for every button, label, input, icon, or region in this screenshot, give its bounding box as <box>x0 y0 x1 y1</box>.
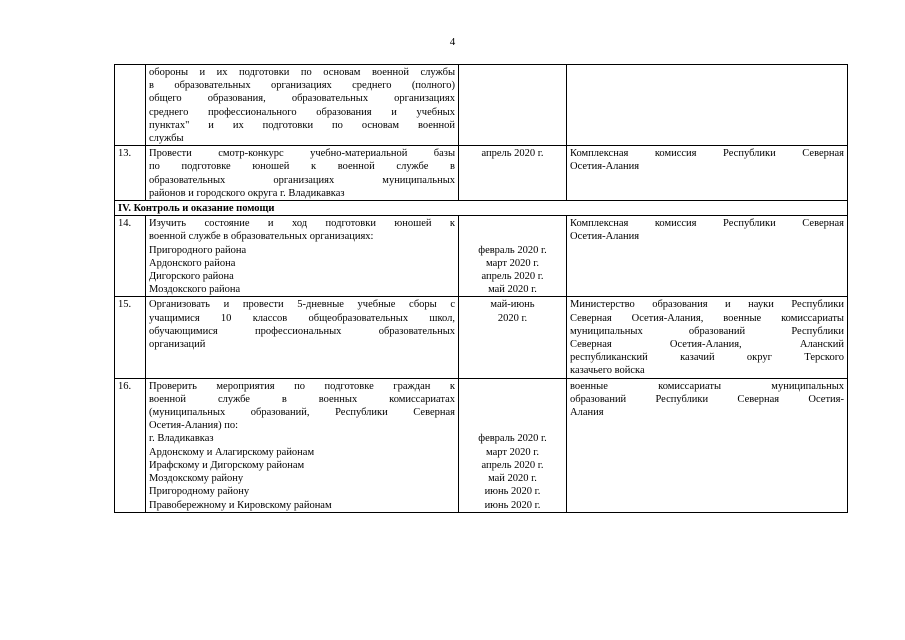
task-line: Ирафскому и Дигорскому районам <box>149 459 305 471</box>
date-line: июнь 2020 г. <box>484 486 541 498</box>
responsible-line: военные комиссариаты муниципальных <box>570 380 844 392</box>
responsible-line: Комплексная комиссия Республики Северная <box>570 218 844 230</box>
task-line: Провести смотр-конкурс учебно-материальной базы <box>149 148 455 160</box>
responsible-line: образований Республики Северная Осетия- <box>570 393 844 405</box>
task-line: среднего профессионального образования и учебных <box>149 106 455 118</box>
responsible-line: Министерство образования и науки Республики <box>570 299 844 311</box>
responsible-line: муниципальных образований Республики <box>570 325 844 337</box>
date-line: апрель 2020 г. <box>481 459 544 471</box>
task-line: Организовать и провести 5-дневные учебные сборы с <box>149 299 455 311</box>
task-line: (муниципальных образований, Республики Северная <box>149 407 455 419</box>
date-line <box>462 230 563 243</box>
responsible-cell <box>567 146 848 201</box>
date-cell <box>459 65 567 146</box>
responsible-line: Осетия-Алания <box>570 161 640 173</box>
page-number: 4 <box>449 36 456 48</box>
responsible-line: казачьего войска <box>570 365 645 377</box>
task-line: Проверить мероприятия по подготовке граждан к <box>149 380 455 392</box>
date-line <box>462 406 563 419</box>
task-cell <box>146 216 459 297</box>
task-cell <box>146 146 459 201</box>
responsible-line: Комплексная комиссия Республики Северная <box>570 148 844 160</box>
task-line: образовательных организациях муниципальных <box>149 174 455 186</box>
task-line: Пригородного района <box>149 244 247 256</box>
date-line <box>462 380 563 393</box>
row-number-cell <box>115 65 146 146</box>
table-row-16 <box>115 378 848 512</box>
task-line: Моздокского района <box>149 284 241 296</box>
table-row-13 <box>115 146 848 201</box>
task-line: Ардонскому и Алагирскому районам <box>149 446 315 458</box>
task-line: г. Владикавказ <box>149 433 214 445</box>
section-title: IV. Контроль и оказание помощи <box>115 201 848 216</box>
row-number: 16. <box>115 378 146 512</box>
responsible-cell <box>567 297 848 378</box>
task-line: районов и городского округа г. Владикавказ <box>149 187 345 199</box>
task-line: Ардонского района <box>149 257 236 269</box>
task-line: Дигорского района <box>149 271 234 283</box>
task-line: организаций <box>149 339 206 351</box>
table-row-continuation <box>115 65 848 146</box>
responsible-line: республиканский казачий округ Терского <box>570 352 844 364</box>
plan-table <box>114 64 848 513</box>
task-cell <box>146 297 459 378</box>
task-line: обороны и их подготовки по основам военной службы <box>149 67 455 78</box>
responsible-line: Осетия-Алания <box>570 231 640 243</box>
date-line: май-июнь <box>490 299 535 311</box>
task-line: обучающимися профессиональных образовательных <box>149 325 455 337</box>
date-cell <box>459 378 567 512</box>
date-line: март 2020 г. <box>486 446 539 458</box>
task-line: общего образования, образовательных организациях <box>149 93 455 105</box>
table-row-15 <box>115 297 848 378</box>
responsible-cell <box>567 378 848 512</box>
date-line: апрель 2020 г. <box>481 271 544 283</box>
task-line: Пригородному району <box>149 486 250 498</box>
date-line: апрель 2020 г. <box>481 148 544 160</box>
date-line: февраль 2020 г. <box>478 433 547 445</box>
date-line: май 2020 г. <box>488 473 537 485</box>
date-line: март 2020 г. <box>486 257 539 269</box>
table-row-14 <box>115 216 848 297</box>
task-line: Моздокскому району <box>149 473 244 485</box>
task-line: военной службе в образовательных организациях: <box>149 231 374 243</box>
responsible-line: Северная Осетия-Алания, военные комиссариаты <box>570 312 844 324</box>
row-number: 13. <box>115 146 146 201</box>
date-line <box>462 419 563 432</box>
task-line: учащимися 10 классов общеобразовательных школ, <box>149 312 455 324</box>
date-cell <box>459 297 567 378</box>
task-cell <box>146 378 459 512</box>
date-line: февраль 2020 г. <box>478 244 547 256</box>
section-header-row <box>115 201 848 216</box>
responsible-line: Северная Осетия-Алания, Аланский <box>570 339 844 351</box>
task-line: в образовательных организациях среднего (полного) <box>149 80 455 92</box>
date-line: июнь 2020 г. <box>484 499 541 511</box>
responsible-cell <box>567 65 848 146</box>
row-number: 14. <box>115 216 146 297</box>
task-line: пунктах" и их подготовки по основам военной <box>149 119 455 131</box>
date-cell <box>459 146 567 201</box>
date-cell <box>459 216 567 297</box>
responsible-line: Алания <box>570 407 604 419</box>
task-line: службы <box>149 133 184 145</box>
task-cell <box>146 65 459 146</box>
task-line: военной службе в военных комиссариатах <box>149 393 455 405</box>
row-number: 15. <box>115 297 146 378</box>
date-line: 2020 г. <box>497 312 528 324</box>
task-line: Изучить состояние и ход подготовки юношей к <box>149 218 455 230</box>
responsible-cell <box>567 216 848 297</box>
date-line <box>462 217 563 230</box>
date-line: май 2020 г. <box>488 284 537 296</box>
task-line: по подготовке юношей к военной службе в <box>149 161 455 173</box>
task-line: Осетия-Алания) по: <box>149 420 239 432</box>
task-line: Правобережному и Кировскому районам <box>149 499 332 511</box>
date-line <box>462 393 563 406</box>
